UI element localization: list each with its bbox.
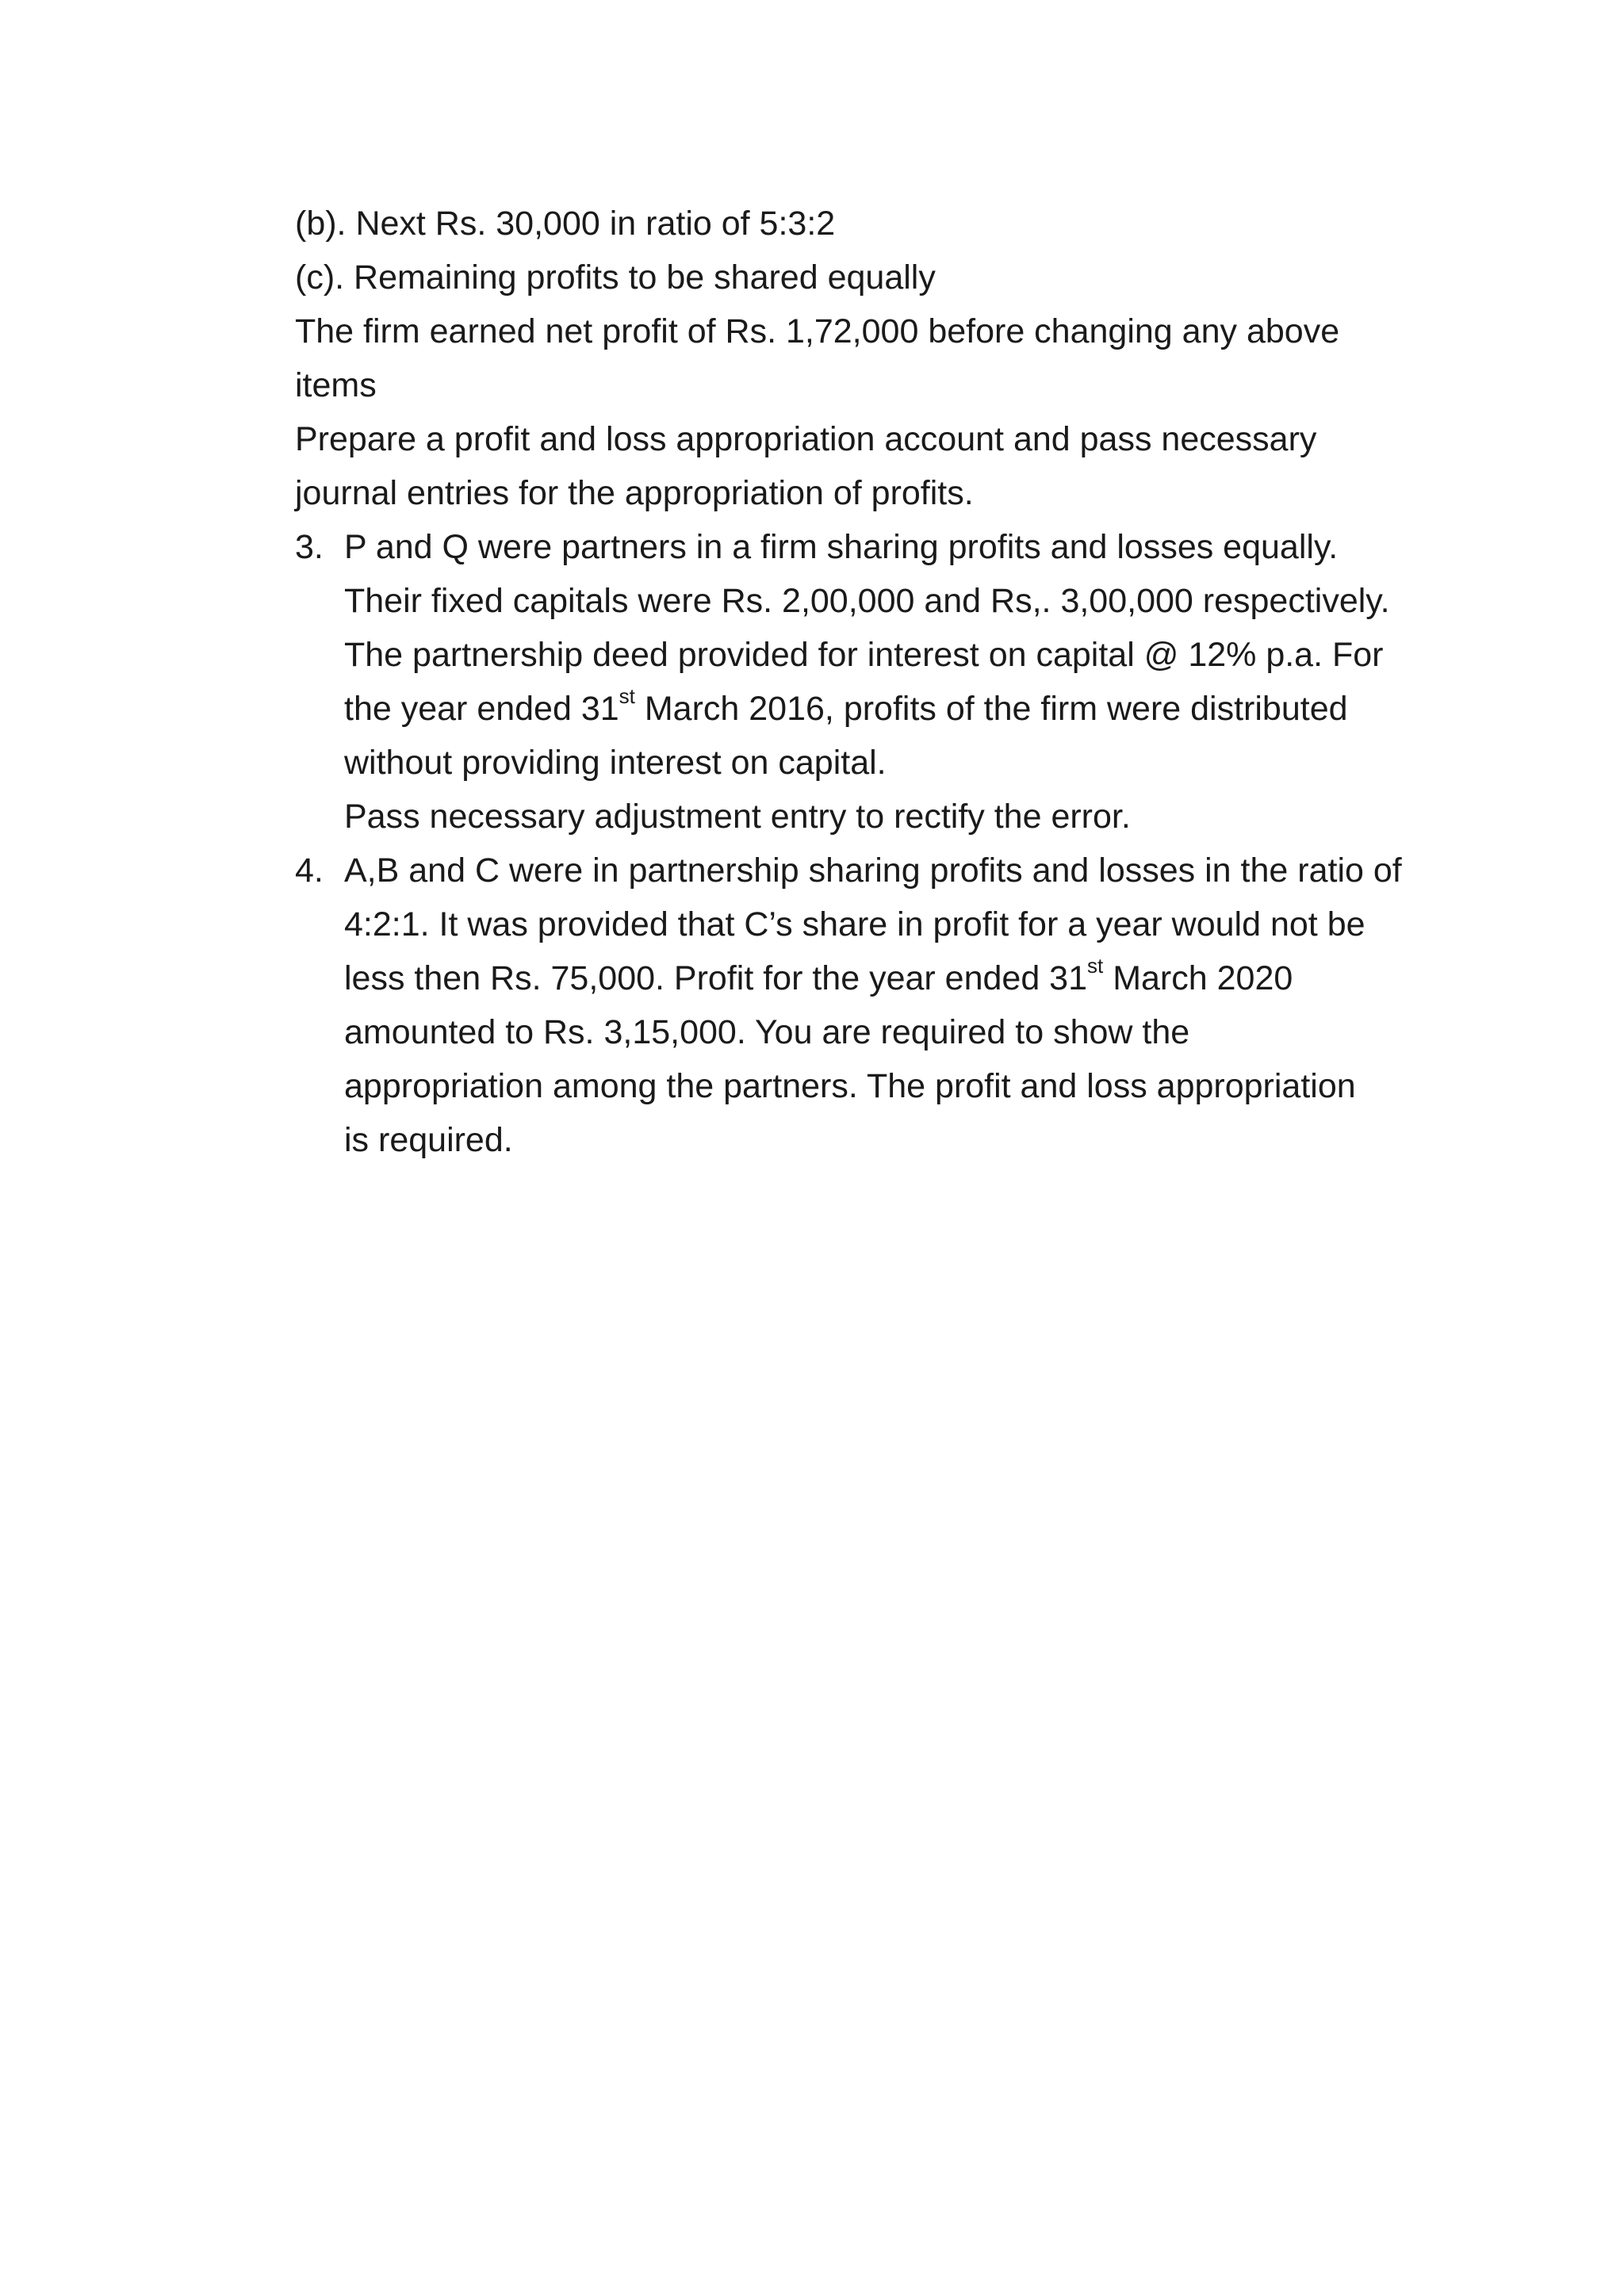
question-3-line: The partnership deed provided for interest on capital @ 12% p.a. For [344,636,1384,674]
question-4-text: March 2020 [1103,959,1293,997]
intro-line-items: items [295,366,377,404]
question-3-number: 3. [295,528,324,566]
question-3-text: the year ended 31 [344,690,619,728]
intro-line-c: (c). Remaining profits to be shared equally [295,258,936,297]
question-3-text: March 2016, profits of the firm were distributed [634,690,1348,728]
question-4-text: less then Rs. 75,000. Profit for the year ended 31 [344,959,1088,997]
question-3-line: P and Q were partners in a firm sharing profits and losses equally. [344,528,1339,566]
ordinal-superscript: st [619,683,635,708]
ordinal-superscript: st [1087,953,1104,978]
question-3-line: Their fixed capitals were Rs. 2,00,000 and Rs,. 3,00,000 respectively. [344,582,1390,620]
question-3-line: without providing interest on capital. [344,744,887,782]
question-4 [295,844,1453,1167]
question-4-line: 4:2:1. It was provided that C’s share in profit for a year would not be [344,905,1365,943]
question-4-number: 4. [295,851,324,890]
intro-line-prepare: Prepare a profit and loss appropriation account and pass necessary [295,420,1317,458]
intro-line-b: (b). Next Rs. 30,000 in ratio of 5:3:2 [295,205,836,243]
question-4-line: appropriation among the partners. The profit and loss appropriation [344,1067,1356,1105]
intro-line-journal: journal entries for the appropriation of profits. [295,474,974,512]
question-4-line: A,B and C were in partnership sharing profits and losses in the ratio of [344,851,1402,890]
question-3-line: Pass necessary adjustment entry to rectify the error. [344,798,1131,836]
question-3 [295,520,1453,844]
question-3-line [344,682,1453,736]
question-4-line: amounted to Rs. 3,15,000. You are required to show the [344,1013,1190,1051]
document-content [295,197,1453,1167]
question-4-line [344,951,1453,1005]
question-4-line: is required. [344,1121,513,1159]
intro-line-profit: The firm earned net profit of Rs. 1,72,000 before changing any above [295,312,1340,350]
